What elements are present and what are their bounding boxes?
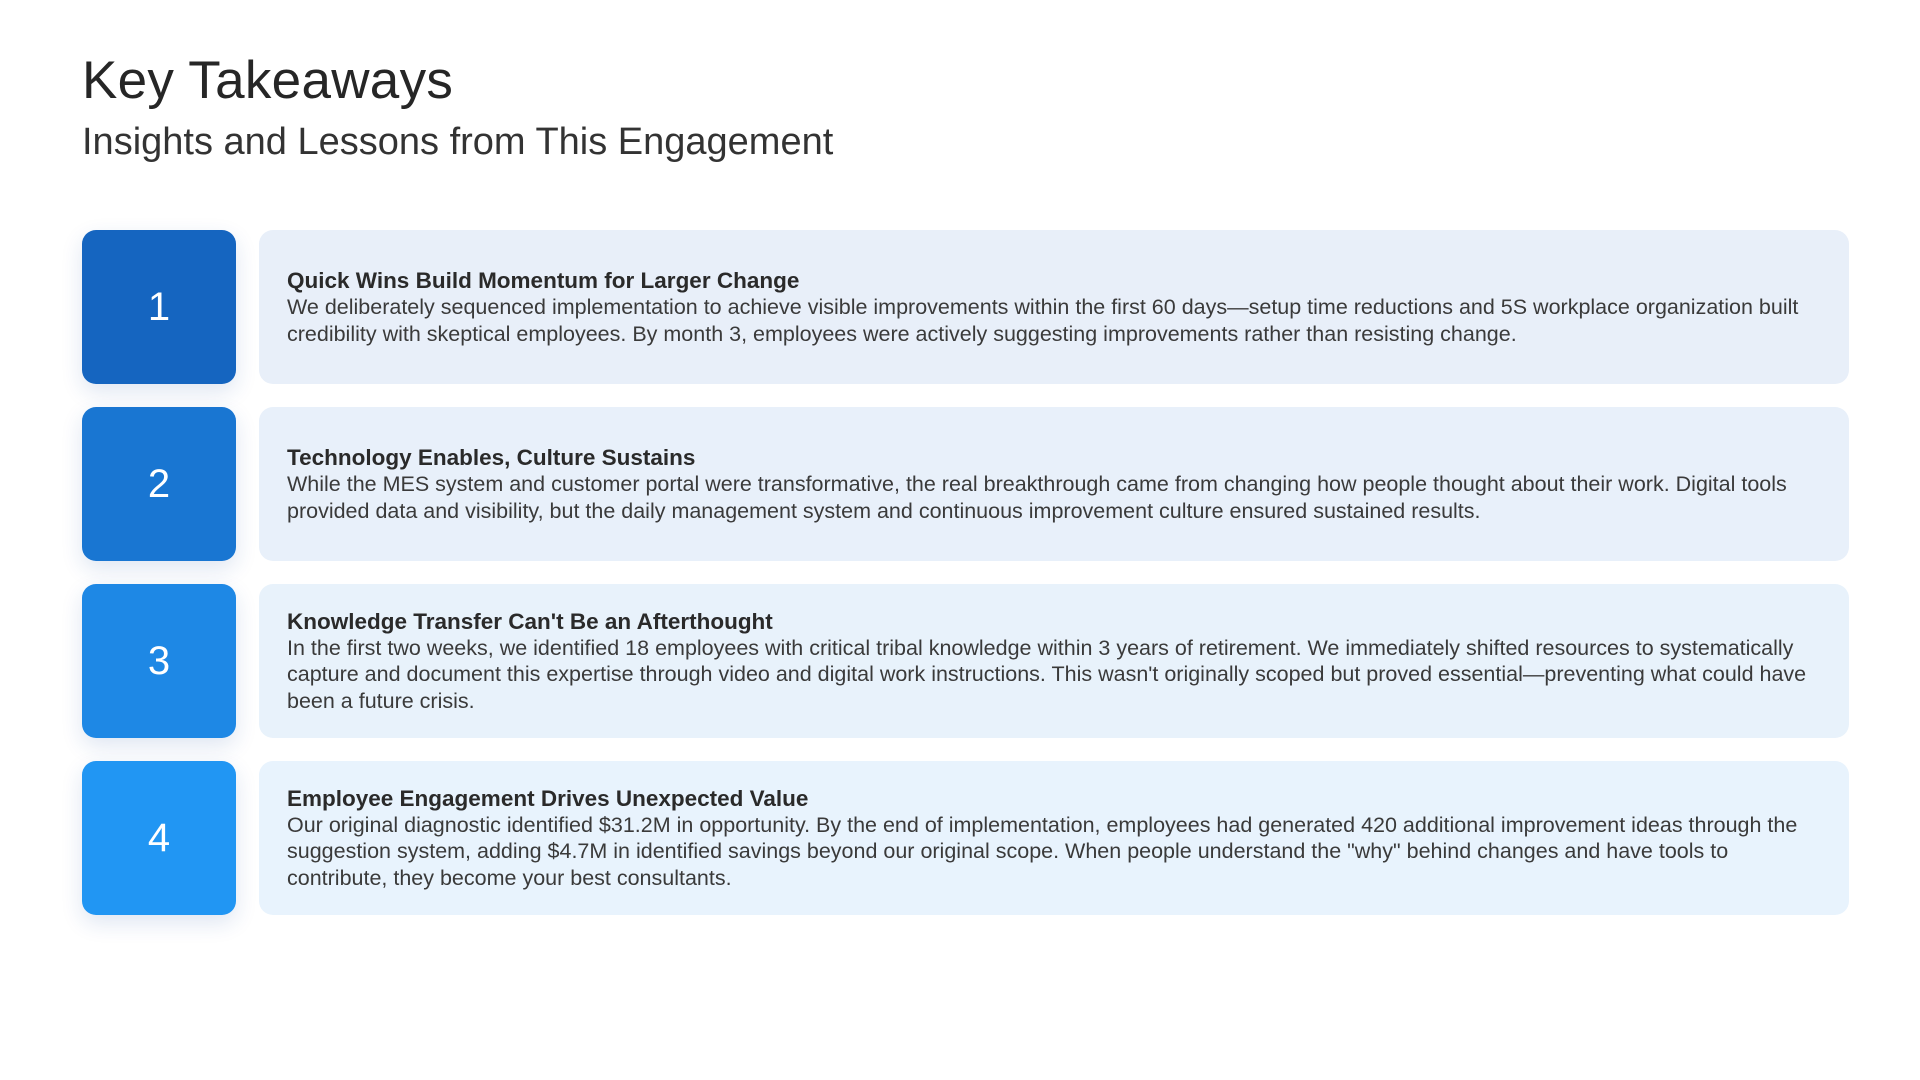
takeaway-row-2 xyxy=(82,407,1849,561)
takeaway-text: Our original diagnostic identified $31.2M in opportunity. By the end of implementation, employees had generated 420 additional improvement ideas through the suggestion system, adding $4.7M in identified savings beyond our original scope. When people understand the "why" behind changes and have tools to contribute, they become your best consultants. xyxy=(287,812,1798,890)
takeaway-title: Technology Enables, Culture Sustains xyxy=(287,445,696,470)
takeaway-text: While the MES system and customer portal were transformative, the real breakthrough came from changing how people thought about their work. Digital tools provided data and visibility, but the daily management system and continuous improvement culture ensured sustained results. xyxy=(287,472,1787,523)
takeaway-title: Knowledge Transfer Can't Be an Afterthought xyxy=(287,608,773,634)
takeaway-card xyxy=(259,230,1849,384)
takeaway-number-badge: 4 xyxy=(82,761,236,915)
takeaway-text: In the first two weeks, we identified 18 employees with critical tribal knowledge within 3 years of retirement. We immediately shifted resources to systematically capture and document this expertise through video and digital work instructions. This wasn't originally scoped but proved essential—preventing what could have been a future crisis. xyxy=(287,635,1807,713)
takeaway-card xyxy=(259,584,1849,738)
takeaway-row-4 xyxy=(82,761,1849,915)
takeaway-row-1 xyxy=(82,230,1849,384)
page-subtitle: Insights and Lessons from This Engagement xyxy=(82,121,834,163)
takeaway-number-badge: 1 xyxy=(82,230,236,384)
takeaway-row-3 xyxy=(82,584,1849,738)
takeaway-card xyxy=(259,761,1849,915)
takeaway-title: Quick Wins Build Momentum for Larger Change xyxy=(287,268,800,293)
slide-header xyxy=(82,46,833,168)
takeaway-title: Employee Engagement Drives Unexpected Value xyxy=(287,785,809,811)
takeaway-text: We deliberately sequenced implementation to achieve visible improvements within the first 60 days—setup time reductions and 5S workplace organization built credibility with skeptical employees. By month 3, employees were actively suggesting improvements rather than resisting change. xyxy=(287,295,1799,346)
takeaways-list xyxy=(82,230,1849,938)
takeaway-number-badge: 3 xyxy=(82,584,236,738)
page-title: Key Takeaways xyxy=(82,51,454,110)
takeaway-number-badge: 2 xyxy=(82,407,236,561)
takeaway-card xyxy=(259,407,1849,561)
